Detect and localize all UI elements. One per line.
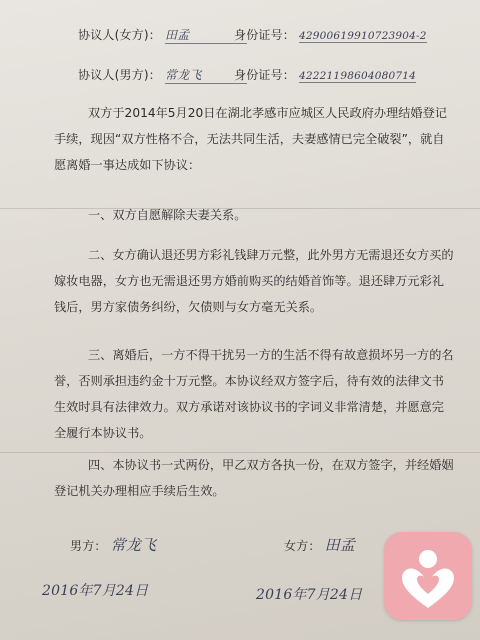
male-signature-block: [70, 534, 156, 555]
male-id-row: [234, 66, 416, 83]
female-signature-block: [284, 534, 355, 555]
male-party-name: 常龙飞: [165, 66, 247, 84]
female-party-label: 协议人(女方)：: [78, 28, 161, 42]
male-id-number: 42221198604080714: [299, 70, 416, 82]
heart-person-logo-icon: [384, 532, 472, 620]
female-party-name: 田孟: [165, 26, 247, 44]
female-signature: 田孟: [324, 536, 356, 554]
clause-3: 三、离婚后，一方不得干扰另一方的生活不得有故意损坏另一方的名誉，否则承担违约金十万元整。本协议经双方签字后，待有效的法律文书生效时具有法律效力。双方承诺对该协议书的字词义非常清楚，并愿意完全履行本协议书。: [54, 348, 454, 440]
female-party-row: [78, 26, 247, 44]
intro-paragraph: 双方于2014年5月20日在湖北孝感市应城区人民政府办理结婚登记手续，现因“双方性格不合，无法共同生活，夫妻感情已完全破裂”，就自愿离婚一事达成如下协议：: [54, 106, 447, 172]
clause-1: 一、双方自愿解除夫妻关系。: [88, 208, 247, 222]
heart-person-icon: [384, 532, 472, 620]
male-party-row: [78, 66, 247, 84]
female-signature-label: 女方：: [284, 539, 321, 553]
male-signature-date: 2016年7月24日: [42, 583, 149, 599]
female-id-number: 42900619910723904-2: [299, 30, 427, 42]
female-id-row: [234, 26, 427, 43]
clause-4: 四、本协议书一式两份，甲乙双方各执一份，在双方签字，并经婚姻登记机关办理相应手续后生效。: [54, 458, 454, 498]
female-id-label: 身份证号：: [234, 28, 296, 42]
female-signature-date: 2016年7月24日: [256, 587, 363, 603]
male-signature: 常龙飞: [110, 536, 157, 554]
male-id-label: 身份证号：: [234, 68, 296, 82]
male-signature-label: 男方：: [70, 539, 107, 553]
clause-2: 二、女方确认退还男方彩礼钱肆万元整，此外男方无需退还女方买的嫁妆电器，女方也无需退还男方婚前购买的结婚首饰等。退还肆万元彩礼钱后，男方家债务纠纷，欠债则与女方毫无关系。: [54, 248, 454, 314]
male-party-label: 协议人(男方)：: [78, 68, 161, 82]
